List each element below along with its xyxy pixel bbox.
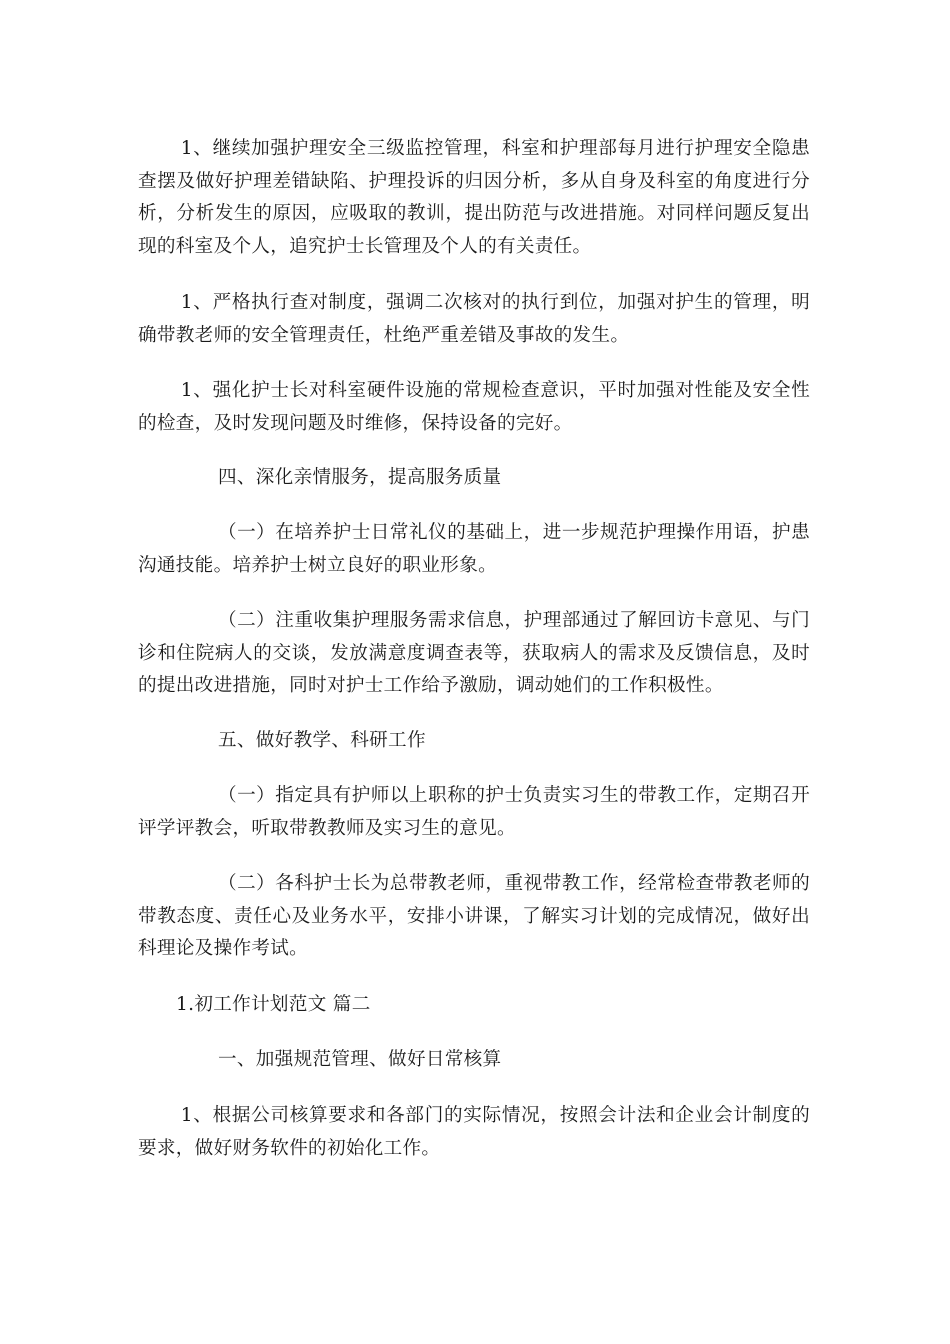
section-heading-5: 五、做好教学、科研工作 <box>218 730 426 751</box>
paragraph-hardware-inspection: 1、强化护士长对科室硬件设施的常规检查意识，平时加强对性能及安全性的检查，及时发现问题及时维修，保持设备的完好。 <box>138 380 810 434</box>
paragraph-etiquette: （一）在培养护士日常礼仪的基础上，进一步规范护理操作用语，护患沟通技能。培养护士树立良好的职业形象。 <box>138 522 810 576</box>
paragraph-head-nurse-teaching: （二）各科护士长为总带教老师，重视带教工作，经常检查带教老师的带教态度、责任心及业务水平，安排小讲课，了解实习计划的完成情况，做好出科理论及操作考试。 <box>138 873 810 959</box>
section-heading-1: 一、加强规范管理、做好日常核算 <box>218 1049 502 1070</box>
article-title-part-two: 1.初工作计划范文 篇二 <box>176 994 371 1015</box>
paragraph-teaching-assignment: （一）指定具有护师以上职称的护士负责实习生的带教工作，定期召开评学评教会，听取带教教师及实习生的意见。 <box>138 785 810 839</box>
section-heading-4: 四、深化亲情服务，提高服务质量 <box>218 467 502 488</box>
paragraph-accounting-setup: 1、根据公司核算要求和各部门的实际情况，按照会计法和企业会计制度的要求，做好财务软件的初始化工作。 <box>138 1105 810 1159</box>
paragraph-safety-monitoring: 1、继续加强护理安全三级监控管理，科室和护理部每月进行护理安全隐患查摆及做好护理差错缺陷、护理投诉的归因分析，多从自身及科室的角度进行分析，分析发生的原因，应吸取的教训，提出防范与改进措施。对同样问题反复出现的科室及个人，追究护士长管理及个人的有关责任。 <box>138 138 810 257</box>
paragraph-check-system: 1、严格执行查对制度，强调二次核对的执行到位，加强对护生的管理，明确带教老师的安全管理责任，杜绝严重差错及事故的发生。 <box>138 292 810 346</box>
paragraph-service-feedback: （二）注重收集护理服务需求信息，护理部通过了解回访卡意见、与门诊和住院病人的交谈，发放满意度调查表等，获取病人的需求及反馈信息，及时的提出改进措施，同时对护士工作给予激励，调动她们的工作积极性。 <box>138 610 810 696</box>
